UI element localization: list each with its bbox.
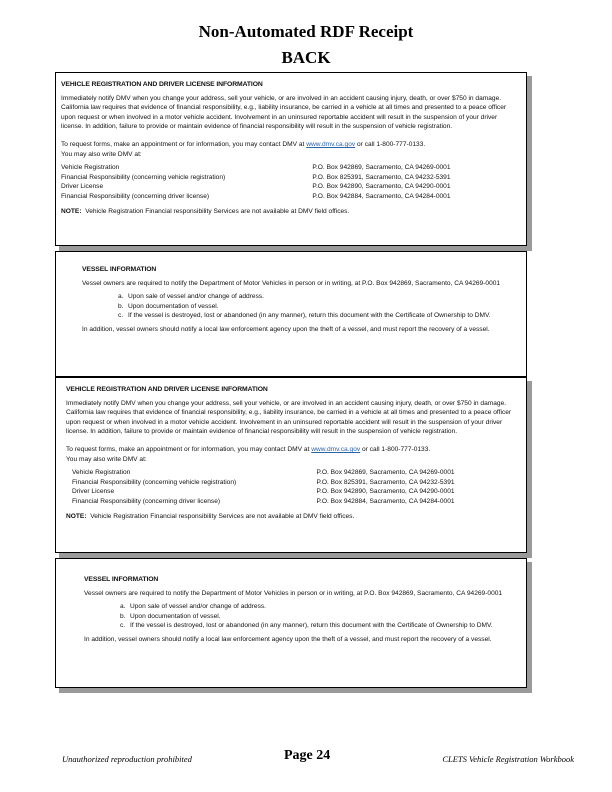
list-item: b. Upon documentation of vessel. xyxy=(120,612,221,620)
request-line: To request forms, make an appointment or for information, you may contact DMV at www.dmv.ca.gov or call 1-800-777-0133. xyxy=(61,140,426,148)
write-line: You may also write DMV at: xyxy=(61,150,142,158)
list-item: a. Upon sale of vessel and/or change of address. xyxy=(120,603,266,611)
request-line: To request forms, make an appointment or for information, you may contact DMV at www.dmv.ca.gov or call 1-800-777-0133. xyxy=(66,445,431,453)
vehicle-info-section-2 xyxy=(66,385,522,525)
vehicle-info-heading: VEHICLE REGISTRATION AND DRIVER LICENSE INFORMATION xyxy=(66,386,268,393)
write-line: You may also write DMV at: xyxy=(66,455,147,463)
dmv-website-link[interactable]: www.dmv.ca.gov xyxy=(311,445,361,453)
address-row: Financial Responsibility (concerning vehicle registration) P.O. Box 825391, Sacramento, CA 94232-5391 xyxy=(61,173,451,181)
footer-workbook-title: CLETS Vehicle Registration Workbook xyxy=(442,754,574,764)
list-item: c. If the vessel is destroyed, lost or abandoned (in any manner), return this document with the Certificate of Ownership to DMV. xyxy=(120,622,493,630)
panel-shadow xyxy=(527,562,532,693)
address-table xyxy=(61,163,521,201)
panel-shadow xyxy=(59,688,532,693)
vessel-list xyxy=(84,602,504,631)
vessel-info-section-1 xyxy=(82,265,502,339)
vehicle-info-section-1 xyxy=(61,80,521,220)
vehicle-info-paragraph: Immediately notify DMV when you change your address, sell your vehicle, or are involved in an accident causing injury, death, or over $750 in damage. California law requires that evidence of financial responsibility, e.g., liability insurance, be carried in a vehicle at all times and presented to a peace officer upon request or when involved in a motor vehicle accident. Involvement in an uninsured reportable accident will result in the suspension of your driver license. In addition, failure to provide or maintain evidence of financial responsibility will result in the suspension of vehicle registration. xyxy=(66,399,512,436)
page-subtitle: BACK xyxy=(281,48,331,67)
panel-shadow xyxy=(527,76,532,251)
vessel-info-heading: VESSEL INFORMATION xyxy=(82,266,157,273)
page-number: Page 24 xyxy=(284,748,331,763)
vessel-info-heading: VESSEL INFORMATION xyxy=(84,576,159,583)
vehicle-info-paragraph: Immediately notify DMV when you change your address, sell your vehicle, or are involved in an accident causing injury, death, or over $750 in damage. California law requires that evidence of financial responsibility, e.g., liability insurance, be carried in a vehicle at all times and presented to a peace officer upon request or when involved in a motor vehicle accident. Involvement in an uninsured reportable accident will result in the suspension of your driver license. In addition, failure to provide or maintain evidence of financial responsibility will result in the suspension of vehicle registration. xyxy=(61,94,507,131)
footer-notice: Unauthorized reproduction prohibited xyxy=(62,754,192,764)
vehicle-info-heading: VEHICLE REGISTRATION AND DRIVER LICENSE INFORMATION xyxy=(61,81,263,88)
page-title: Non-Automated RDF Receipt xyxy=(198,22,414,41)
list-item: c. If the vessel is destroyed, lost or abandoned (in any manner), return this document with the Certificate of Ownership to DMV. xyxy=(118,312,491,320)
page-footer xyxy=(0,748,612,772)
list-item: b. Upon documentation of vessel. xyxy=(118,302,219,310)
vessel-info-paragraph: Vessel owners are required to notify the Department of Motor Vehicles in person or in writing, at P.O. Box 942869, Sacramento, CA 94269-0001 xyxy=(84,589,503,597)
address-row: Financial Responsibility (concerning vehicle registration) P.O. Box 825391, Sacramento, CA 94232-5391 xyxy=(72,478,455,486)
panel-shadow xyxy=(527,381,532,558)
vessel-info-paragraph-2: In addition, vessel owners should notify a local law enforcement agency upon the theft of a vessel, and must report the recovery of a vessel. xyxy=(84,635,492,643)
address-table xyxy=(72,468,519,506)
address-row: Driver License P.O. Box 942890, Sacramento, CA 94290-0001 xyxy=(61,183,451,191)
vessel-info-section-2 xyxy=(84,575,504,649)
address-row: Vehicle Registration P.O. Box 942869, Sacramento, CA 94269-0001 xyxy=(72,469,455,477)
address-row: Driver License P.O. Box 942890, Sacramento, CA 94290-0001 xyxy=(72,488,455,496)
vessel-info-paragraph: Vessel owners are required to notify the Department of Motor Vehicles in person or in writing, at P.O. Box 942869, Sacramento, CA 94269-0001 xyxy=(82,279,501,287)
note-line: NOTE: Vehicle Registration Financial responsibility Services are not available at DMV field offices. xyxy=(66,512,355,520)
address-row: Financial Responsibility (concerning driver license) P.O. Box 942884, Sacramento, CA 94284-0001 xyxy=(72,497,455,505)
note-line: NOTE: Vehicle Registration Financial responsibility Services are not available at DMV field offices. xyxy=(61,207,350,215)
address-row: Vehicle Registration P.O. Box 942869, Sacramento, CA 94269-0001 xyxy=(61,164,451,172)
vessel-info-paragraph-2: In addition, vessel owners should notify a local law enforcement agency upon the theft of a vessel, and must report the recovery of a vessel. xyxy=(82,325,490,333)
dmv-website-link[interactable]: www.dmv.ca.gov xyxy=(306,140,356,148)
list-item: a. Upon sale of vessel and/or change of address. xyxy=(118,293,264,301)
vessel-list xyxy=(82,292,502,321)
address-row: Financial Responsibility (concerning driver license) P.O. Box 942884, Sacramento, CA 94284-0001 xyxy=(61,192,451,200)
